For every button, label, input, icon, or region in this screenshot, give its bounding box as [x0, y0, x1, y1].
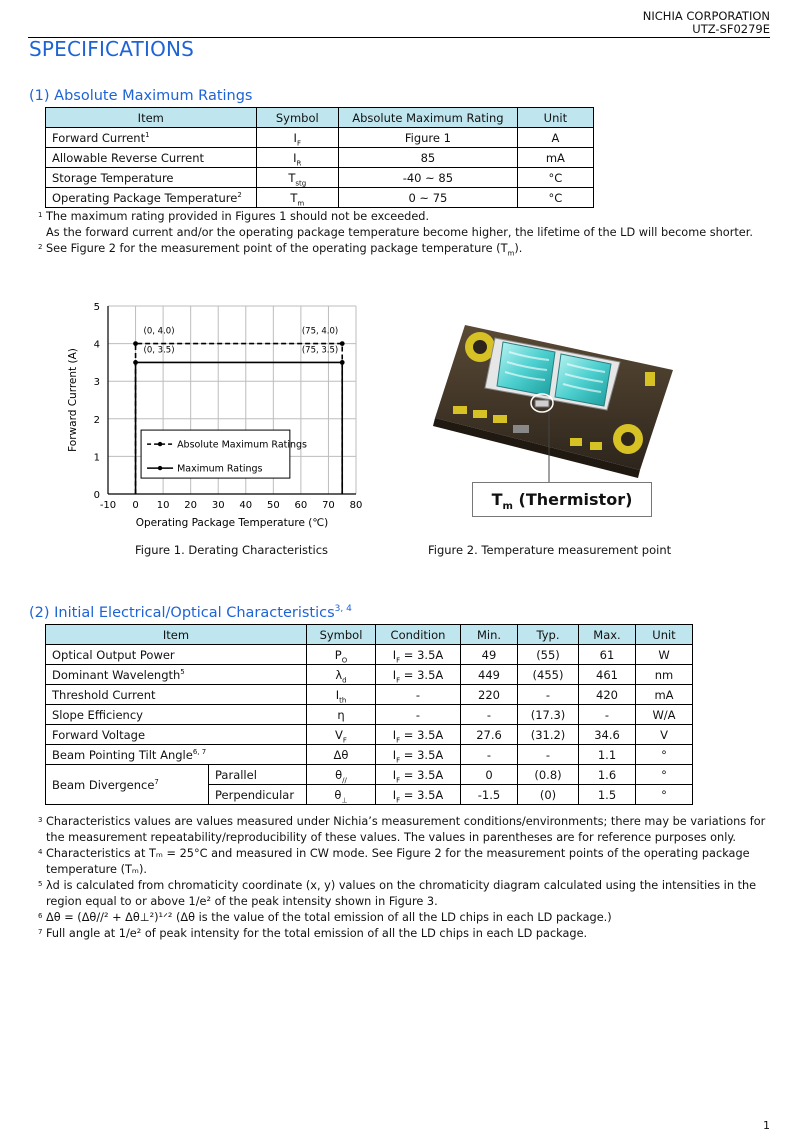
cell-item: Threshold Current — [46, 685, 307, 705]
data-point — [133, 341, 138, 346]
cell-unit: ° — [636, 745, 693, 765]
cell-typ: - — [518, 745, 579, 765]
cell-subitem: Parallel — [209, 765, 307, 785]
cell-max: - — [579, 705, 636, 725]
y-tick-label: 5 — [93, 302, 100, 313]
cell-unit: nm — [636, 665, 693, 685]
cell-condition: $I_F = 3.5A$ — [376, 665, 461, 685]
footnote-6: 6 Δθ = (Δθ//² + Δθ⊥²)¹ᐟ² (Δθ is the value of the total emission of all the LD chips in each LD package.) — [38, 911, 612, 924]
x-axis-label: Operating Package Temperature (℃) — [135, 517, 329, 529]
col-symbol: Symbol — [307, 625, 376, 645]
col-item: Item — [46, 108, 257, 128]
y-tick-label: 1 — [93, 452, 100, 464]
legend-entry: Absolute Maximum Ratings — [177, 439, 308, 451]
cell-typ: (55) — [518, 645, 579, 665]
x-tick-label: 50 — [266, 500, 280, 511]
cell-item: Allowable Reverse Current — [46, 148, 257, 168]
legend-marker — [158, 442, 162, 446]
y-tick-label: 0 — [93, 490, 100, 501]
chart-annotations — [144, 327, 339, 356]
col-max: Max. — [579, 625, 636, 645]
figure2-caption: Figure 2. Temperature measurement point — [428, 543, 672, 557]
cell-max: 61 — [579, 645, 636, 665]
figure1-caption: Figure 1. Derating Characteristics — [135, 543, 329, 557]
cell-symbol: η — [307, 705, 376, 725]
page-number: 1 — [763, 1119, 770, 1132]
table-row — [46, 128, 594, 148]
cell-unit: mA — [517, 148, 593, 168]
col-unit: Unit — [636, 625, 693, 645]
x-tick-label: -10 — [99, 500, 117, 511]
cell-max: 1.6 — [579, 765, 636, 785]
data-point — [133, 360, 138, 365]
cell-value: Figure 1 — [339, 128, 518, 148]
cell-min: 27.6 — [461, 725, 518, 745]
x-tick-label: 40 — [239, 500, 253, 511]
thermistor — [535, 400, 549, 407]
y-tick-label: 4 — [93, 339, 100, 351]
legend-entry: Maximum Ratings — [177, 463, 263, 475]
x-tick-label: 80 — [349, 500, 363, 511]
cell-symbol: $P_O$ — [307, 645, 376, 665]
col-symbol: Symbol — [256, 108, 338, 128]
data-label: (75, 3.5) — [301, 345, 339, 356]
cell-typ: (0) — [518, 785, 579, 805]
cell-item: Operating Package Temperature$^2$ — [46, 188, 257, 208]
data-point — [340, 341, 345, 346]
table-row — [46, 665, 693, 685]
legend-marker — [158, 466, 162, 470]
document-header — [643, 10, 770, 36]
cell-symbol: $\theta_{//}$ — [307, 765, 376, 785]
cell-item: Beam Pointing Tilt Angle$^{6, 7}$ — [46, 745, 307, 765]
col-condition: Condition — [376, 625, 461, 645]
cell-item: Slope Efficiency — [46, 705, 307, 725]
cell-condition: $I_F = 3.5A$ — [376, 645, 461, 665]
cell-item: Forward Voltage — [46, 725, 307, 745]
y-axis-label: Forward Current (A) — [67, 348, 79, 452]
cell-typ: (31.2) — [518, 725, 579, 745]
table-row — [46, 705, 693, 725]
cell-min: - — [461, 705, 518, 725]
x-tick-label: 70 — [322, 500, 335, 511]
x-tick-label: 20 — [184, 500, 198, 511]
data-point — [340, 360, 345, 365]
cell-symbol: $I_R$ — [256, 148, 338, 168]
cell-symbol: Δθ — [307, 745, 376, 765]
x-tick-label: 60 — [294, 500, 308, 511]
cell-item: Optical Output Power — [46, 645, 307, 665]
cell-max: 420 — [579, 685, 636, 705]
cell-min: 49 — [461, 645, 518, 665]
table-row — [46, 765, 693, 785]
footnote-2: 2 See Figure 2 for the measurement point of the operating package temperature $(T_m)$. — [38, 242, 523, 258]
data-label: (0, 3.5) — [143, 345, 175, 356]
cell-unit: W — [636, 645, 693, 665]
footnote-3: 3 Characteristics values are values measured under Nichia’s measurement conditions/environments; there may be variations for the measurement repeatability/reproducibility of these values. The values in parentheses are for reference purposes only. — [38, 815, 766, 844]
absolute-max-ratings-table — [45, 107, 594, 208]
data-label: (0, 4.0) — [143, 326, 175, 337]
cell-unit: ° — [636, 785, 693, 805]
cell-item-divergence: Beam Divergence$^7$ — [46, 765, 209, 805]
section2-heading: (2) Initial Electrical/Optical Characteristics$^{3, 4}$ — [29, 604, 352, 621]
cell-min: - — [461, 745, 518, 765]
table-row — [46, 745, 693, 765]
table-row — [46, 645, 693, 665]
col-item: Item — [46, 625, 307, 645]
table-row — [46, 188, 594, 208]
cell-max: 1.1 — [579, 745, 636, 765]
cell-min: 220 — [461, 685, 518, 705]
cell-min: 0 — [461, 765, 518, 785]
cell-condition: - — [376, 685, 461, 705]
col-rating: Absolute Maximum Rating — [339, 108, 518, 128]
cell-item: Storage Temperature — [46, 168, 257, 188]
col-unit: Unit — [517, 108, 593, 128]
company-name: NICHIA CORPORATION — [642, 9, 770, 23]
cell-condition: $I_F = 3.5A$ — [376, 745, 461, 765]
footnote-5: 5 λd is calculated from chromaticity coordinate (x, y) values on the chromaticity diagram calculated using the intensities in the region equal to or above 1/e² of the peak intensity shown in Figure 3. — [38, 879, 757, 908]
derating-chart — [60, 292, 380, 537]
cell-unit: mA — [636, 685, 693, 705]
x-tick-label: 0 — [132, 500, 139, 511]
cell-min: -1.5 — [461, 785, 518, 805]
cell-typ: - — [518, 685, 579, 705]
page-title: SPECIFICATIONS — [29, 37, 195, 61]
footnote-1-cont: As the forward current and/or the operating package temperature become higher, the lifetime of the LD will become shorter. — [46, 226, 753, 239]
footnote-4: 4 Characteristics at Tₘ = 25°C and measured in CW mode. See Figure 2 for the measurement points of the operating package temperature (Tₘ). — [38, 847, 750, 876]
cell-symbol: $V_F$ — [307, 725, 376, 745]
cell-unit: W/A — [636, 705, 693, 725]
table-row — [46, 168, 594, 188]
cell-condition: $I_F = 3.5A$ — [376, 725, 461, 745]
cell-value: 85 — [339, 148, 518, 168]
cell-typ: (455) — [518, 665, 579, 685]
cell-value: -40 ~ 85 — [339, 168, 518, 188]
cell-unit: °C — [517, 188, 593, 208]
table-row — [46, 685, 693, 705]
cell-condition: $I_F = 3.5A$ — [376, 765, 461, 785]
thermistor-label-box: $T_m$ (Thermistor) — [472, 482, 652, 517]
cell-max: 1.5 — [579, 785, 636, 805]
cell-max: 34.6 — [579, 725, 636, 745]
cell-condition: $I_F = 3.5A$ — [376, 785, 461, 805]
y-tick-label: 3 — [93, 377, 100, 389]
electrical-optical-table — [45, 624, 693, 805]
cell-unit: ° — [636, 765, 693, 785]
x-tick-label: 10 — [156, 500, 170, 511]
cell-subitem: Perpendicular — [209, 785, 307, 805]
cell-condition: - — [376, 705, 461, 725]
col-min: Min. — [461, 625, 518, 645]
data-label: (75, 4.0) — [301, 326, 339, 337]
table-row — [46, 725, 693, 745]
cell-typ: (0.8) — [518, 765, 579, 785]
footnote-7: 7 Full angle at 1/e² of peak intensity for the total emission of all the LD chips in each LD package. — [38, 927, 588, 940]
y-tick-label: 2 — [93, 414, 100, 426]
cell-symbol: $T_{stg}$ — [256, 168, 338, 188]
cell-symbol: $T_m$ — [256, 188, 338, 208]
cell-min: 449 — [461, 665, 518, 685]
col-typ: Typ. — [518, 625, 579, 645]
table-header-row — [46, 108, 594, 128]
document-id: UTZ-SF0279E — [692, 22, 770, 36]
cell-item: Forward Current$^1$ — [46, 128, 257, 148]
cell-item: Dominant Wavelength$^5$ — [46, 665, 307, 685]
table-header-row — [46, 625, 693, 645]
cell-value: 0 ~ 75 — [339, 188, 518, 208]
cell-symbol: $I_F$ — [256, 128, 338, 148]
cell-unit: °C — [517, 168, 593, 188]
cell-symbol: $\lambda_d$ — [307, 665, 376, 685]
section1-heading: (1) Absolute Maximum Ratings — [29, 88, 253, 104]
cell-max: 461 — [579, 665, 636, 685]
cell-symbol: $I_{th}$ — [307, 685, 376, 705]
cell-typ: (17.3) — [518, 705, 579, 725]
chart-legend — [141, 430, 307, 478]
cell-symbol: $\theta_\perp$ — [307, 785, 376, 805]
cell-unit: A — [517, 128, 593, 148]
x-tick-label: 30 — [211, 500, 225, 511]
table-row — [46, 148, 594, 168]
footnote-1: 1 The maximum rating provided in Figures 1 should not be exceeded. — [38, 210, 430, 223]
cell-unit: V — [636, 725, 693, 745]
